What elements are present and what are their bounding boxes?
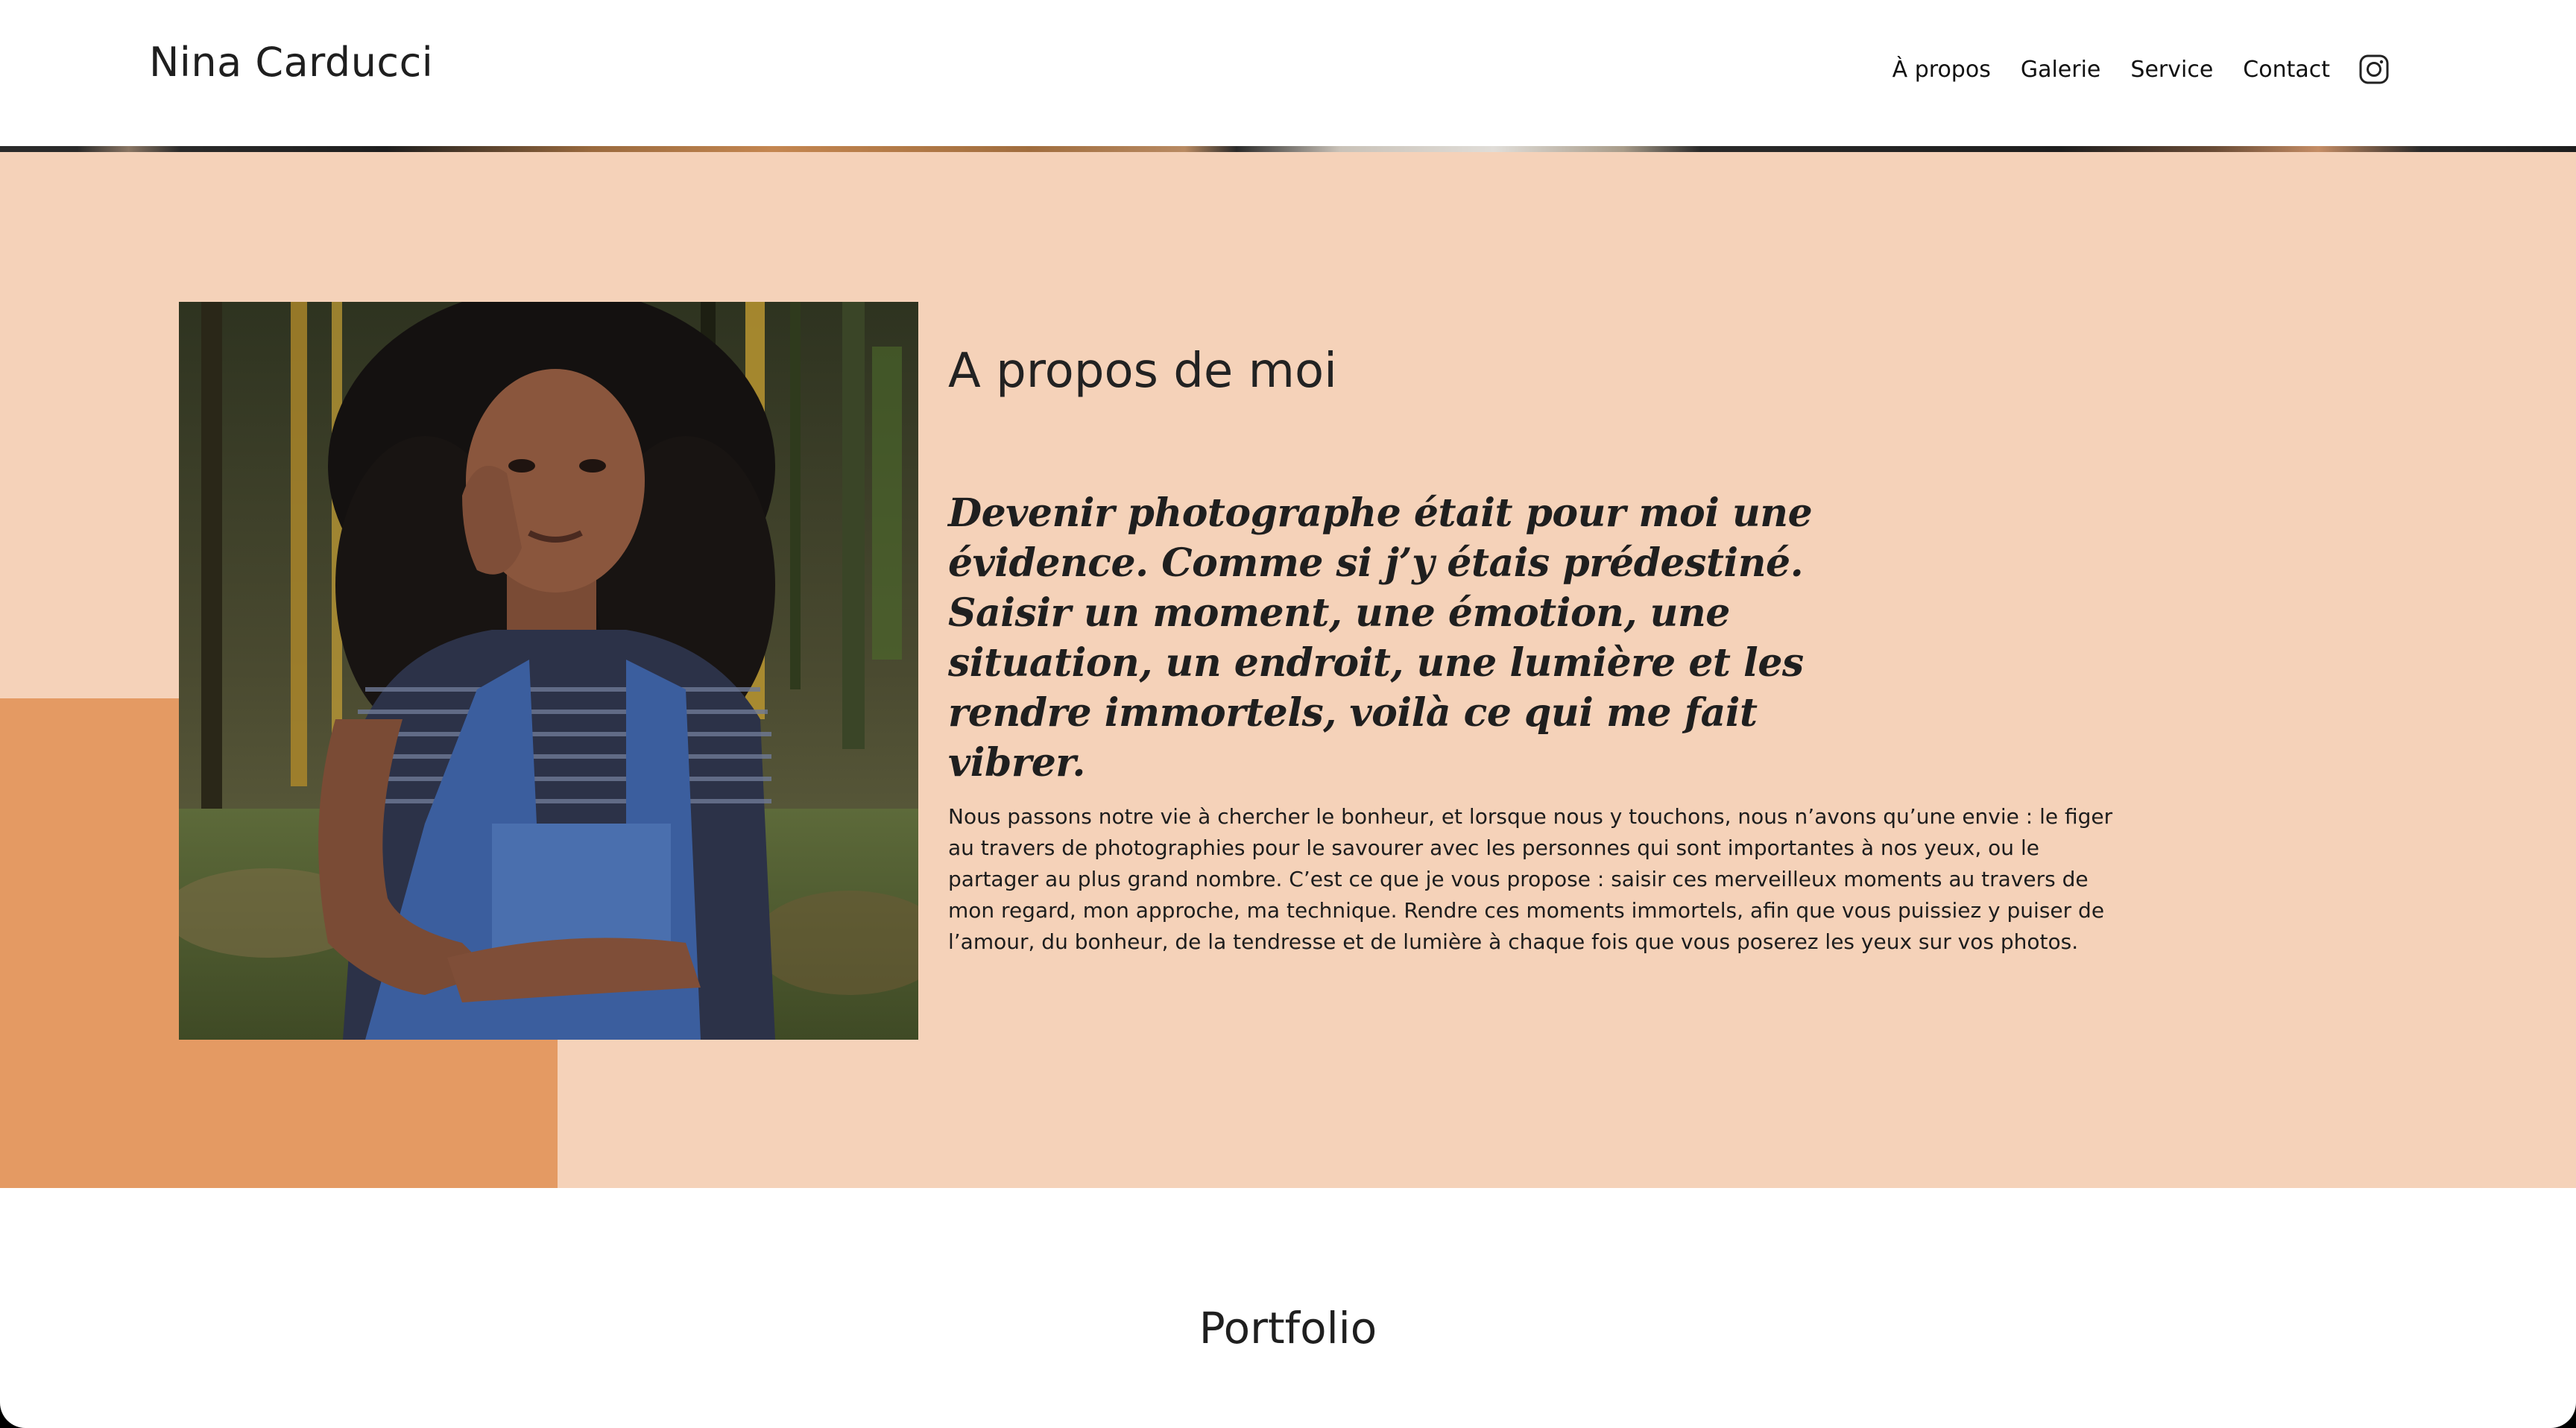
- nav-link-service[interactable]: Service: [2130, 56, 2214, 83]
- site-header: [0, 0, 2576, 146]
- portrait-photo: [179, 302, 918, 1040]
- instagram-icon[interactable]: [2358, 54, 2390, 85]
- nav-link-about[interactable]: À propos: [1892, 56, 1991, 83]
- portrait-illustration: [179, 302, 918, 1040]
- about-content: [948, 343, 2126, 979]
- about-title: A propos de moi: [948, 344, 1337, 399]
- nav-link-gallery[interactable]: Galerie: [2020, 56, 2101, 83]
- brand-logo[interactable]: Nina Carducci: [149, 39, 434, 86]
- main-nav: [1892, 54, 2390, 85]
- about-body: Nous passons notre vie à chercher le bonheur, et lorsque nous y touchons, nous n’avons qu’une envie : le figer au travers de photographies pour le savourer avec les personnes qui sont importantes à nos yeux, ou le partager au plus grand nombre. C’est ce que je vous propose : saisir ces merveilleux moments au travers de mon regard, mon approche, ma technique. Rendre ces moments immortels, afin que vous puissiez y puiser de l’amour, du bonheur, de la tendresse et de lumière à chaque fois que vous poserez les yeux sur vos photos.: [948, 803, 2113, 954]
- about-quote: Devenir photographe était pour moi une évidence. Comme si j’y étais prédestiné. Saisir un moment, une émotion, une situation, un endroit, une lumière et les rendre immortels, voilà ce qui me fait vibrer.: [948, 490, 1813, 786]
- portfolio-title: Portfolio: [1199, 1303, 1377, 1354]
- hero-image-edge: [0, 146, 2576, 152]
- nav-link-contact[interactable]: Contact: [2243, 56, 2330, 83]
- about-section: [0, 152, 2576, 1188]
